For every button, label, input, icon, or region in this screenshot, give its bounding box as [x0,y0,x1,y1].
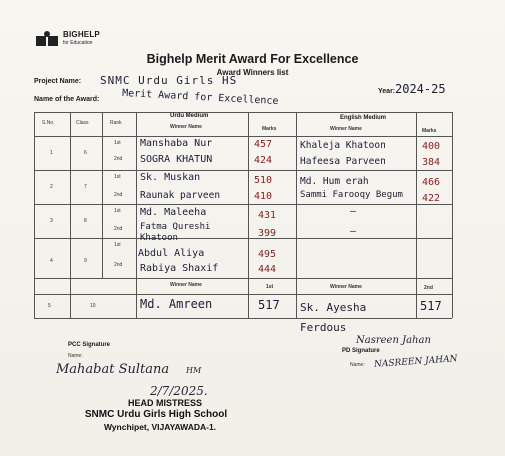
footer-header-first: 1st [266,284,274,290]
header-eng-winner: Winner Name [330,126,362,132]
brand-name: BIGHELP [63,30,100,39]
row3-eng-1: — [350,206,357,217]
header-rank: Rank [110,120,122,126]
row2-eng-1: Md. Hum erah [300,176,369,187]
row2-rank2: 2nd [114,192,123,198]
row5-class: 10 [90,303,96,309]
header-urdu-marks: Marks [262,126,277,132]
row1-urdu-marks2: 424 [254,155,273,166]
row5-sno: 5 [48,303,51,309]
row3-eng-2: — [350,226,357,237]
header-urdu-medium: Urdu Medium [170,113,209,119]
row2-rank1: 1st [114,174,121,180]
header-urdu-winner: Winner Name [170,124,202,130]
year-label: Year: [378,88,396,95]
header-eng-marks: Marks [422,128,437,134]
year-value: 2024-25 [395,82,446,96]
row2-sno: 2 [50,184,53,190]
row5-marks2: 517 [420,299,442,313]
row2-urdu-marks1: 510 [254,175,273,186]
pd-name-label: Name: [350,362,365,368]
row3-urdu-2: Fatma Qureshi Khatoon [140,222,211,243]
row2-eng-marks1: 466 [422,177,441,188]
stamp-line3: Wynchipet, VIJAYAWADA-1. [103,422,217,432]
row3-urdu-marks1: 431 [258,210,277,221]
project-value: SNMC Urdu Girls HS [100,74,238,87]
header-class: Class [76,120,89,126]
row3-sno: 3 [50,218,53,224]
pd-signature: Nasreen Jahan [356,335,431,346]
row5-winner2: Sk. Ayesha Ferdous [300,301,367,334]
row4-sno: 4 [50,258,53,264]
pcc-name-label: Name: [68,353,83,359]
pcc-role: HM [186,366,202,375]
row1-eng-marks1: 400 [422,141,441,152]
header-english-medium: English Medium [340,115,387,121]
brand-sub: for Education [63,40,93,46]
row4-urdu-marks2: 444 [258,264,277,275]
row1-eng-2: Hafeesa Parveen [300,156,386,167]
book-icon [34,30,60,48]
row1-class: 6 [84,150,87,156]
pcc-signature: Mahabat Sultana [56,362,170,377]
row1-urdu-marks1: 457 [254,139,273,150]
footer-header-winner2: Winner Name [330,284,362,290]
row1-rank1: 1st [114,140,121,146]
stamp-line2: SNMC Urdu Girls High School [84,409,228,420]
pd-signature-label: PD Signature [342,348,380,354]
row2-urdu-marks2: 410 [254,191,273,202]
footer-header-second: 2nd [424,285,433,291]
row3-rank1: 1st [114,208,121,214]
row1-eng-marks2: 384 [422,157,441,168]
row4-class: 9 [84,258,87,264]
row2-class: 7 [84,184,87,190]
stamp-line1: HEAD MISTRESS [127,398,202,408]
row3-urdu-1: Md. Maleeha [140,207,207,218]
row3-urdu-marks2: 399 [258,228,277,239]
row3-class: 8 [84,218,87,224]
row5-winner1: Md. Amreen [140,297,213,311]
project-label: Project Name: [34,78,82,85]
row1-urdu-1: Manshaba Nur [140,138,213,149]
row2-eng-2: Sammi Farooqy Begum [300,190,403,200]
page-title: Bighelp Merit Award For Excellence [146,52,359,66]
row1-sno: 1 [50,150,53,156]
row4-urdu-2: Rabiya Shaxif [140,263,219,274]
pcc-date: 2/7/2025. [150,384,208,398]
row5-marks1: 517 [258,298,280,312]
award-value: Merit Award for Excellence [121,87,279,108]
row1-eng-1: Khaleja Khatoon [300,140,386,151]
row4-rank1: 1st [114,242,121,248]
row2-urdu-2: Raunak parveen [140,190,221,201]
row2-urdu-1: Sk. Muskan [140,172,201,183]
award-label: Name of the Award: [34,96,100,103]
row4-rank2: 2nd [114,262,123,268]
row2-eng-marks2: 422 [422,193,441,204]
row1-urdu-2: SOGRA KHATUN [140,154,213,165]
row4-urdu-marks1: 495 [258,249,277,260]
pd-name: NASREEN JAHAN [373,354,458,370]
row4-urdu-1: Abdul Aliya [138,248,205,259]
page-subtitle: Award Winners list [216,68,289,77]
brand-logo [34,30,100,48]
footer-header-winner1: Winner Name [170,282,202,288]
header-sno: S.No [42,120,54,126]
row1-rank2: 2nd [114,156,123,162]
row3-rank2: 2nd [114,226,123,232]
pcc-signature-label: PCC Signature [68,342,111,348]
